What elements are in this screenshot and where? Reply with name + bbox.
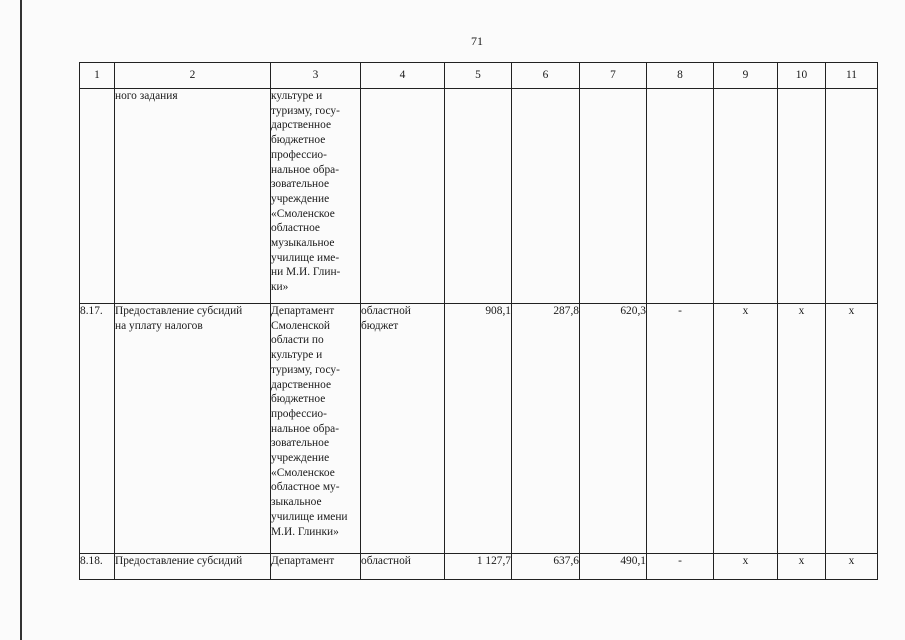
- value-cell: -: [647, 554, 714, 580]
- text-line: областной: [361, 305, 411, 317]
- value-cell: [826, 89, 878, 304]
- column-header: 10: [778, 63, 826, 89]
- text-line: культуре и: [271, 90, 323, 102]
- text-line: учреждение: [271, 452, 330, 465]
- budget-table: [79, 62, 878, 580]
- text-line: «Смоленское: [271, 466, 335, 479]
- text-line: туризму, госу-: [271, 104, 340, 117]
- value-cell: [580, 89, 647, 304]
- text-line: бюджетное: [271, 134, 326, 147]
- column-header: 9: [714, 63, 778, 89]
- text-line: Предоставление субсидий: [115, 305, 243, 317]
- text-line: туризму, госу-: [271, 363, 340, 376]
- value-cell: [714, 89, 778, 304]
- column-header: 8: [647, 63, 714, 89]
- text-line: Предоставление субсидий: [115, 555, 243, 567]
- value-cell: 637,6: [512, 554, 580, 580]
- text-line: нальное обра-: [271, 422, 339, 435]
- executor-cell: [271, 304, 361, 554]
- value-cell: х: [714, 554, 778, 580]
- value-cell: 908,1: [445, 304, 512, 554]
- text-line: областное: [271, 222, 320, 235]
- text-line: профессио-: [271, 148, 327, 161]
- header-row: [80, 63, 878, 89]
- text-line: зовательное: [271, 178, 330, 191]
- text-line: «Смоленское: [271, 207, 335, 220]
- executor-cell: [271, 89, 361, 304]
- value-cell: х: [778, 304, 826, 554]
- row-number: 8.17.: [80, 304, 115, 554]
- row-number: 8.18.: [80, 554, 115, 580]
- page-number: 71: [471, 34, 483, 48]
- column-header: 2: [115, 63, 271, 89]
- measure-name: [115, 89, 271, 304]
- text-line: Департамент: [271, 305, 335, 317]
- value-cell: 1 127,7: [445, 554, 512, 580]
- column-header: 6: [512, 63, 580, 89]
- value-cell: [512, 89, 580, 304]
- table-row: [80, 554, 878, 580]
- text-line: училище имени: [271, 510, 348, 523]
- row-number: [80, 89, 115, 304]
- value-cell: 490,1: [580, 554, 647, 580]
- text-line: дарственное: [271, 378, 332, 391]
- value-cell: -: [647, 304, 714, 554]
- text-line: бюджет: [361, 319, 399, 332]
- text-line: области по: [271, 334, 324, 347]
- text-line: Смоленской: [271, 319, 330, 332]
- value-cell: х: [714, 304, 778, 554]
- value-cell: х: [826, 304, 878, 554]
- text-line: ни М.И. Глин-: [271, 266, 341, 279]
- column-header: 7: [580, 63, 647, 89]
- funding-source: [361, 554, 445, 580]
- text-line: Департамент: [271, 555, 335, 567]
- text-line: областное му-: [271, 481, 340, 494]
- value-cell: [647, 89, 714, 304]
- value-cell: [778, 89, 826, 304]
- text-line: нальное обра-: [271, 163, 339, 176]
- value-cell: х: [826, 554, 878, 580]
- margin-rule: [20, 0, 22, 640]
- text-line: ного задания: [115, 90, 178, 102]
- table-row: [80, 304, 878, 554]
- column-header: 4: [361, 63, 445, 89]
- text-line: культуре и: [271, 349, 323, 362]
- column-header: 5: [445, 63, 512, 89]
- column-header: 3: [271, 63, 361, 89]
- text-line: бюджетное: [271, 393, 326, 406]
- measure-name: [115, 304, 271, 554]
- value-cell: х: [778, 554, 826, 580]
- text-line: зыкальное: [271, 496, 322, 509]
- text-line: учреждение: [271, 192, 330, 205]
- measure-name: [115, 554, 271, 580]
- text-line: ки»: [271, 281, 289, 294]
- funding-source: [361, 304, 445, 554]
- value-cell: 287,8: [512, 304, 580, 554]
- text-line: дарственное: [271, 119, 332, 132]
- column-header: 1: [80, 63, 115, 89]
- text-line: на уплату налогов: [115, 319, 203, 332]
- table-row: [80, 89, 878, 304]
- value-cell: [445, 89, 512, 304]
- funding-source: [361, 89, 445, 304]
- text-line: профессио-: [271, 407, 327, 420]
- text-line: училище име-: [271, 251, 340, 264]
- column-header: 11: [826, 63, 878, 89]
- executor-cell: [271, 554, 361, 580]
- text-line: зовательное: [271, 437, 330, 450]
- text-line: музыкальное: [271, 237, 335, 250]
- text-line: областной: [361, 555, 411, 567]
- text-line: М.И. Глинки»: [271, 525, 339, 538]
- value-cell: 620,3: [580, 304, 647, 554]
